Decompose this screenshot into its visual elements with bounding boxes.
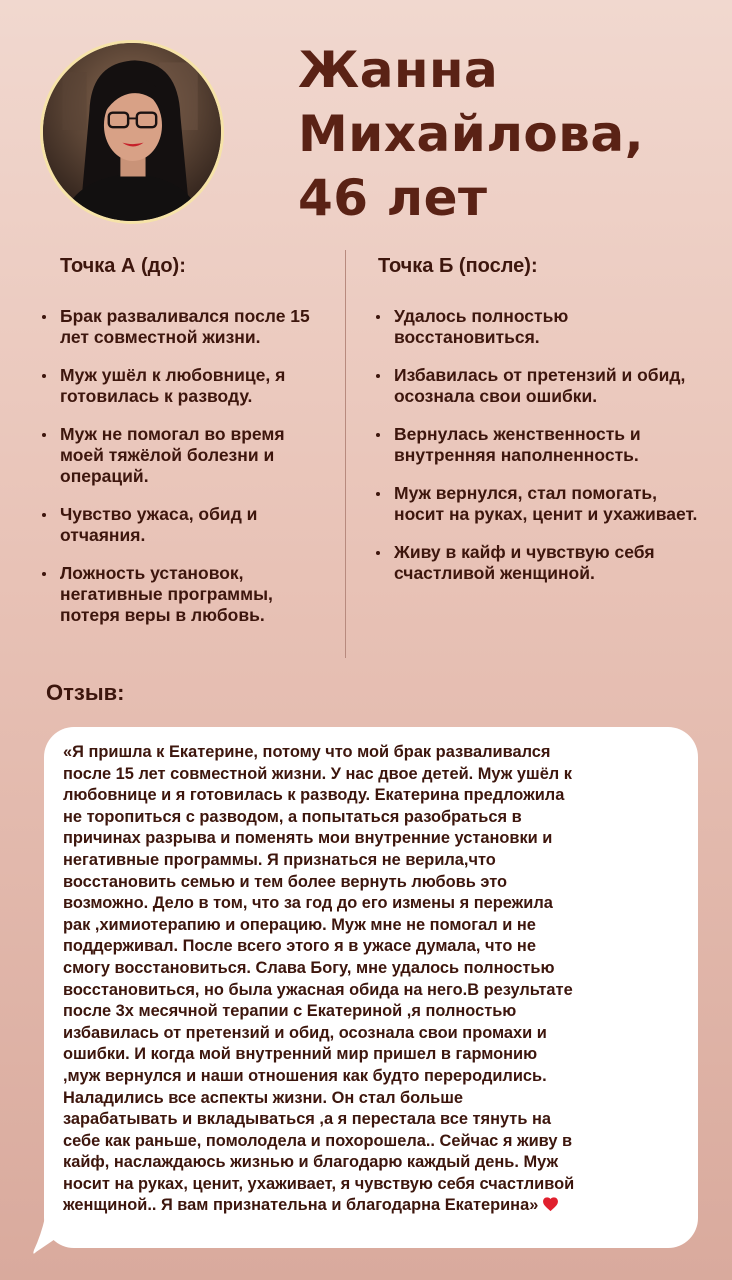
point-b-title: Точка Б (после): <box>378 255 538 277</box>
point-a-title: Точка А (до): <box>60 255 186 277</box>
red-heart-icon <box>542 1196 559 1212</box>
name-line-age: 46 лет <box>298 169 488 227</box>
list-item: Удалось полностью восстановиться. <box>374 306 704 348</box>
name-line-last: Михайлова, <box>298 105 645 163</box>
review-body: «Я пришла к Екатерине, потому что мой брак разваливался после 15 лет совместной жизни. У нас двое детей. Муж ушёл к любовнице и я готовилась к разводу. Екатерина предложила не торопиться с разводом, а попытаться разобраться в причинах разрыва и поменять мои внутренние установки и негативные программы. Я признаться не верила,что восстановить семью и тем более вернуть любовь это возможно. Дело в том, что за год до его измены я пережила рак ,химиотерапию и операцию. Муж мне не помогал и не поддерживал. После всего этого я в ужасе думала, что не смогу восстановиться. Слава Богу, мне удалось полностью восстановиться, но была ужасная обида на него.В результате после 3х месячной терапии с Екатериной ,я полностью избавилась от претензий и обид, осознала свои промахи и ошибки. И когда мой внутренний мир пришел в гармонию ,муж вернулся и наши отношения как будто переродились. Наладились все аспекты жизни. Он стал больше зарабатывать и вкладываться ,а я перестала все тянуть на себе как раньше, помолодела и похорошела.. Сейчас я живу в кайф, наслаждаюсь жизнью и благодарю каждый день. Муж носит на руках, ценит, ухаживает, я чувствую себя счастливой женщиной.. Я вам признательна и благодарна Екатерина» <box>63 743 575 1215</box>
list-item: Вернулась женственность и внутренняя наполненность. <box>374 424 704 466</box>
avatar <box>40 40 224 224</box>
list-item: Муж ушёл к любовнице, я готовилась к разводу. <box>40 365 330 407</box>
list-item: Ложность установок, негативные программы, потеря веры в любовь. <box>40 563 330 626</box>
portrait-photo <box>43 43 221 221</box>
list-item: Муж вернулся, стал помогать, носит на руках, ценит и ухаживает. <box>374 483 704 525</box>
review-text <box>63 742 687 1217</box>
list-item: Избавилась от претензий и обид, осознала свои ошибки. <box>374 365 704 407</box>
name-line-first: Жанна <box>298 41 499 99</box>
column-divider <box>345 250 346 658</box>
list-item: Брак разваливался после 15 лет совместной жизни. <box>40 306 330 348</box>
point-b-list <box>374 306 704 601</box>
review-title: Отзыв: <box>46 680 125 705</box>
person-name <box>298 38 718 230</box>
point-a-list <box>40 306 330 643</box>
list-item: Муж не помогал во время моей тяжёлой болезни и операций. <box>40 424 330 487</box>
list-item: Чувство ужаса, обид и отчаяния. <box>40 504 330 546</box>
list-item: Живу в кайф и чувствую себя счастливой женщиной. <box>374 542 704 584</box>
